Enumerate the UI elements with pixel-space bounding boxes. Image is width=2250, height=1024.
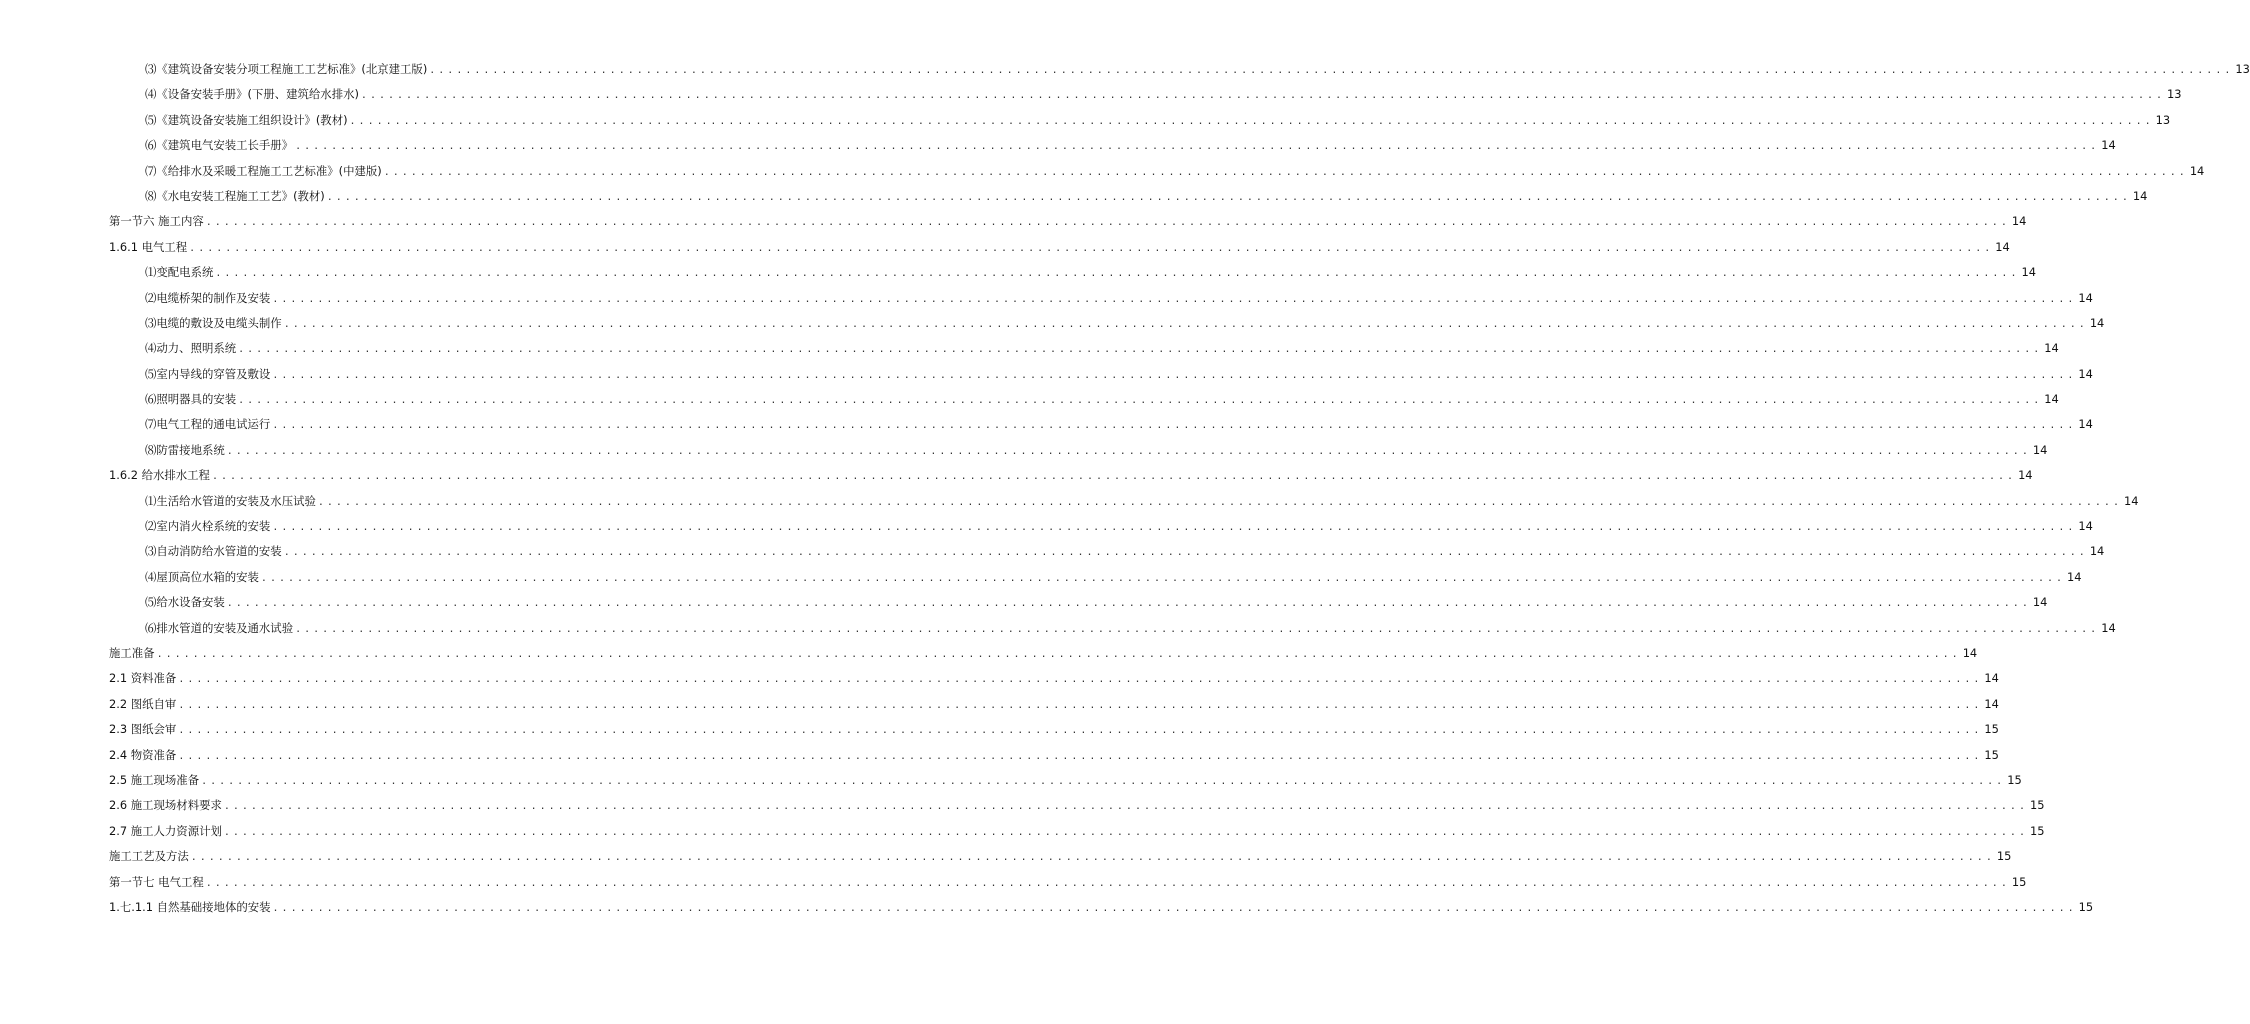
dot-leader: ........................................................................................................................................................................................................ — [272, 369, 2077, 381]
toc-entry-page-number: 13 — [2167, 87, 2182, 102]
toc-entry-title: 2.1 资料准备 — [109, 671, 177, 686]
toc-entry-page-number: 14 — [2123, 493, 2139, 508]
toc-entry[interactable] — [109, 844, 2012, 869]
toc-entry[interactable] — [109, 235, 2010, 260]
toc-entry[interactable] — [145, 438, 2048, 463]
table-of-contents — [0, 57, 2250, 920]
toc-entry[interactable] — [109, 743, 1999, 768]
toc-entry-page-number: 14 — [2044, 341, 2059, 356]
dot-leader: ........................................................................................................................................................................................................ — [283, 547, 2088, 559]
toc-entry-title: ⑹排水管道的安装及通水试验 — [145, 620, 294, 635]
dot-leader: ........................................................................................................................................................................................................ — [205, 877, 2010, 889]
toc-entry-page-number: 14 — [1962, 645, 1978, 660]
toc-entry[interactable] — [145, 133, 2116, 158]
toc-entry-page-number: 14 — [2089, 544, 2105, 559]
dot-leader: ........................................................................................................................................................................................................ — [317, 496, 2122, 508]
toc-entry-page-number: 15 — [1996, 849, 2012, 864]
toc-entry-title: ⑻防雷接地系统 — [145, 442, 225, 457]
toc-entry-title: ⑴生活给水管道的安装及水压试验 — [145, 493, 316, 508]
toc-entry[interactable] — [145, 159, 2205, 184]
toc-entry-page-number: 14 — [2021, 265, 2036, 280]
toc-entry-page-number: 15 — [2011, 874, 2027, 889]
toc-entry-page-number: 15 — [2029, 823, 2045, 838]
toc-entry-page-number: 14 — [2011, 214, 2027, 229]
toc-entry-title: ⑸室内导线的穿管及敷设 — [145, 366, 271, 381]
toc-entry-title: 2.4 物资准备 — [109, 747, 177, 762]
dot-leader: ........................................................................................................................................................................................................ — [223, 826, 2028, 838]
toc-entry-page-number: 14 — [2044, 392, 2059, 407]
dot-leader: ........................................................................................................................................................................................................ — [295, 141, 2100, 153]
dot-leader: ........................................................................................................................................................................................................ — [272, 293, 2077, 305]
toc-entry-page-number: 14 — [2032, 442, 2048, 457]
dot-leader: ........................................................................................................................................................................................................ — [349, 115, 2154, 127]
dot-leader: ........................................................................................................................................................................................................ — [226, 445, 2031, 457]
toc-entry-title: ⑵电缆桥架的制作及安装 — [145, 290, 271, 305]
toc-entry[interactable] — [109, 768, 2022, 793]
dot-leader: ........................................................................................................................................................................................................ — [429, 65, 2234, 76]
dot-leader: ........................................................................................................................................................................................................ — [295, 623, 2100, 635]
toc-entry-page-number: 14 — [2132, 188, 2148, 203]
toc-entry-title: 第一节六 施工内容 — [109, 214, 204, 229]
toc-entry-title: ⑻《水电安装工程施工工艺》(教材) — [145, 188, 325, 203]
toc-entry-page-number: 14 — [2078, 417, 2093, 432]
dot-leader: ........................................................................................................................................................................................................ — [226, 598, 2031, 610]
toc-entry[interactable] — [145, 412, 2093, 437]
toc-entry-title: ⑷动力、照明系统 — [145, 341, 237, 356]
toc-entry-page-number: 14 — [2032, 595, 2048, 610]
toc-entry[interactable] — [109, 819, 2045, 844]
toc-entry[interactable] — [109, 692, 1999, 717]
toc-entry-title: 第一节七 电气工程 — [109, 874, 204, 889]
toc-entry-title: ⑷《设备安装手册》(下册、建筑给水排水) — [145, 87, 359, 102]
toc-entry-title: ⑶《建筑设备安装分项工程施工工艺标准》(北京建工版) — [145, 62, 428, 76]
dot-leader: ........................................................................................................................................................................................................ — [215, 268, 2020, 280]
toc-entry-page-number: 14 — [2067, 569, 2082, 584]
toc-entry-title: 1.6.1 电气工程 — [109, 239, 188, 254]
toc-entry-title: ⑵室内消火栓系统的安装 — [145, 519, 271, 534]
toc-entry-title: ⑹《建筑电气安装工长手册》 — [145, 138, 294, 153]
dot-leader: ........................................................................................................................................................................................................ — [178, 750, 1983, 762]
toc-entry[interactable] — [145, 616, 2116, 641]
dot-leader: ........................................................................................................................................................................................................ — [326, 191, 2131, 203]
toc-entry-page-number: 14 — [2078, 366, 2093, 381]
dot-leader: ........................................................................................................................................................................................................ — [189, 242, 1994, 254]
toc-entry-title: ⑷屋顶高位水箱的安装 — [145, 569, 259, 584]
toc-entry-page-number: 15 — [2029, 798, 2045, 813]
toc-entry-page-number: 13 — [2235, 62, 2250, 76]
dot-leader: ........................................................................................................................................................................................................ — [283, 318, 2088, 330]
toc-entry-title: 施工工艺及方法 — [109, 849, 189, 864]
dot-leader: ........................................................................................................................................................................................................ — [360, 90, 2166, 102]
dot-leader: ........................................................................................................................................................................................................ — [260, 572, 2066, 584]
toc-entry-title: ⑹照明器具的安装 — [145, 392, 237, 407]
toc-entry[interactable] — [145, 108, 2171, 133]
toc-entry[interactable] — [145, 260, 2036, 285]
dot-leader: ........................................................................................................................................................................................................ — [190, 852, 1995, 864]
toc-entry[interactable] — [109, 895, 2094, 920]
toc-entry[interactable] — [109, 666, 1999, 691]
toc-entry-title: 施工准备 — [109, 645, 155, 660]
toc-entry[interactable] — [109, 209, 2027, 234]
toc-entry-title: ⑺电气工程的通电试运行 — [145, 417, 271, 432]
toc-entry[interactable] — [145, 539, 2105, 564]
toc-entry[interactable] — [109, 870, 2027, 895]
toc-entry-page-number: 14 — [2078, 519, 2093, 534]
toc-entry-title: 2.7 施工人力资源计划 — [109, 823, 222, 838]
toc-entry-title: ⑸《建筑设备安装施工组织设计》(教材) — [145, 112, 348, 127]
toc-entry-page-number: 14 — [1984, 671, 1999, 686]
toc-entry[interactable] — [109, 641, 1978, 666]
toc-entry[interactable] — [109, 463, 2033, 488]
toc-entry[interactable] — [145, 362, 2093, 387]
toc-entry-title: 2.6 施工现场材料要求 — [109, 798, 222, 813]
toc-entry-title: 2.5 施工现场准备 — [109, 772, 200, 787]
dot-leader: ........................................................................................................................................................................................................ — [201, 775, 2006, 787]
toc-entry-page-number: 14 — [2089, 315, 2105, 330]
toc-entry-page-number: 13 — [2155, 112, 2171, 127]
dot-leader: ........................................................................................................................................................................................................ — [238, 344, 2043, 356]
toc-entry[interactable] — [145, 184, 2148, 209]
toc-entry-title: ⑴变配电系统 — [145, 265, 214, 280]
dot-leader: ........................................................................................................................................................................................................ — [272, 902, 2077, 914]
toc-entry-page-number: 14 — [2018, 468, 2033, 483]
toc-entry-page-number: 15 — [1984, 722, 1999, 737]
toc-entry[interactable] — [109, 793, 2045, 818]
dot-leader: ........................................................................................................................................................................................................ — [211, 471, 2017, 483]
toc-entry-page-number: 14 — [1995, 239, 2010, 254]
toc-entry[interactable] — [145, 336, 2059, 361]
toc-entry-page-number: 15 — [2078, 899, 2094, 914]
dot-leader: ........................................................................................................................................................................................................ — [383, 166, 2188, 178]
toc-entry[interactable] — [145, 57, 2250, 82]
toc-entry-page-number: 14 — [2189, 163, 2205, 178]
toc-entry-title: 2.3 图纸会审 — [109, 722, 177, 737]
toc-entry[interactable] — [145, 311, 2105, 336]
dot-leader: ........................................................................................................................................................................................................ — [272, 522, 2077, 534]
toc-entry[interactable] — [145, 489, 2139, 514]
dot-leader: ........................................................................................................................................................................................................ — [156, 648, 1961, 660]
toc-entry-title: ⑶自动消防给水管道的安装 — [145, 544, 282, 559]
toc-entry[interactable] — [145, 82, 2182, 107]
toc-entry-title: ⑺《给排水及采暖工程施工工艺标准》(中建版) — [145, 163, 382, 178]
toc-entry[interactable] — [145, 387, 2059, 412]
toc-entry[interactable] — [145, 514, 2093, 539]
dot-leader: ........................................................................................................................................................................................................ — [178, 725, 1983, 737]
toc-entry-page-number: 15 — [2007, 772, 2022, 787]
toc-entry[interactable] — [145, 590, 2048, 615]
dot-leader: ........................................................................................................................................................................................................ — [223, 801, 2028, 813]
toc-entry-page-number: 14 — [1984, 696, 1999, 711]
toc-entry-title: 1.6.2 给水排水工程 — [109, 468, 210, 483]
toc-entry[interactable] — [109, 717, 1999, 742]
dot-leader: ........................................................................................................................................................................................................ — [238, 395, 2043, 407]
dot-leader: ........................................................................................................................................................................................................ — [178, 699, 1983, 711]
toc-entry-title: 2.2 图纸自审 — [109, 696, 177, 711]
dot-leader: ........................................................................................................................................................................................................ — [205, 217, 2010, 229]
toc-entry-page-number: 14 — [2078, 290, 2093, 305]
dot-leader: ........................................................................................................................................................................................................ — [272, 420, 2077, 432]
toc-entry-page-number: 14 — [2101, 620, 2116, 635]
toc-entry-title: ⑶电缆的敷设及电缆头制作 — [145, 315, 282, 330]
toc-entry-page-number: 15 — [1984, 747, 1999, 762]
dot-leader: ........................................................................................................................................................................................................ — [178, 674, 1983, 686]
toc-entry-page-number: 14 — [2101, 138, 2116, 153]
toc-entry-title: ⑸给水设备安装 — [145, 595, 225, 610]
toc-entry-title: 1.七.1.1 自然基础接地体的安装 — [109, 899, 271, 914]
toc-entry[interactable] — [145, 286, 2093, 311]
toc-entry[interactable] — [145, 565, 2082, 590]
